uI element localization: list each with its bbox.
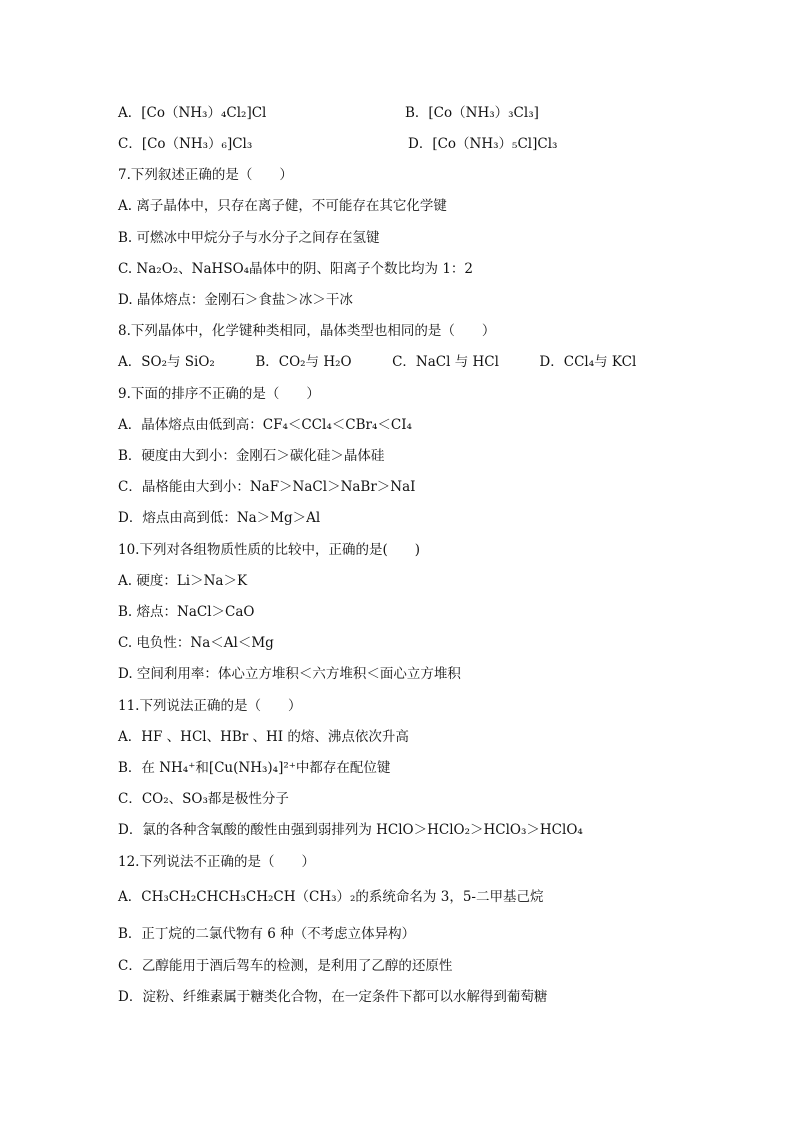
q12-option-b: B．正丁烷的二氯代物有 6 种（不考虑立体异构） [118,926,416,942]
q7-option-b: B. 可燃冰中甲烷分子与水分子之间存在氢键 [118,230,380,246]
q12-option-c: C．乙醇能用于酒后驾车的检测，是利用了乙醇的还原性 [118,958,453,974]
q10-stem: 10.下列对各组物质性质的比较中，正确的是( ) [118,542,421,558]
q11-stem: 11.下列说法正确的是（ ） [118,698,302,714]
q6-option-c: C．[Co（NH₃）₆]Cl₃ [118,136,253,152]
q9-option-b: B．硬度由大到小：金刚石＞碳化硅＞晶体硅 [118,448,385,464]
q7-stem: 7.下列叙述正确的是（ ） [118,167,293,183]
q6-option-a: A．[Co（NH₃）₄Cl₂]Cl [118,105,267,121]
q12-option-a: A．CH₃CH₂CHCH₃CH₂CH（CH₃）₂的系统命名为 3，5-二甲基己烷 [118,889,544,905]
q9-stem: 9.下面的排序不正确的是（ ） [118,386,320,402]
q8-stem: 8.下列晶体中，化学键种类相同，晶体类型也相同的是（ ） [118,323,496,339]
q6-option-b: B．[Co（NH₃）₃Cl₃] [405,105,539,121]
q11-option-b: B．在 NH₄⁺和[Cu(NH₃)₄]²⁺中都存在配位键 [118,760,391,776]
q9-option-c: C．晶格能由大到小：NaF＞NaCl＞NaBr＞NaI [118,479,416,495]
q8-options: A．SO₂与 SiO₂ B．CO₂与 H₂O C．NaCl 与 HCl D．CCl₄与 KCl [118,354,637,370]
q12-option-d: D．淀粉、纤维素属于糖类化合物，在一定条件下都可以水解得到葡萄糖 [118,989,548,1005]
q9-option-a: A．晶体熔点由低到高：CF₄＜CCl₄＜CBr₄＜CI₄ [118,417,412,433]
q7-option-d: D. 晶体熔点：金刚石＞食盐＞冰＞干冰 [118,292,353,308]
q11-option-d: D．氯的各种含氧酸的酸性由强到弱排列为 HClO＞HClO₂＞HClO₃＞HClO₄ [118,822,583,838]
q11-option-a: A．HF 、HCl、HBr 、HI 的熔、沸点依次升高 [118,729,409,745]
q10-option-b: B. 熔点：NaCl＞CaO [118,604,255,620]
q6-option-d: D．[Co（NH₃）₅Cl]Cl₃ [408,136,558,152]
q10-option-c: C. 电负性：Na＜Al＜Mg [118,635,274,651]
q10-option-d: D. 空间利用率：体心立方堆积＜六方堆积＜面心立方堆积 [118,666,461,682]
q7-option-c: C. Na₂O₂、NaHSO₄晶体中的阴、阳离子个数比均为 1：2 [118,261,474,277]
q12-stem: 12.下列说法不正确的是（ ） [118,854,315,870]
q7-option-a: A. 离子晶体中，只存在离子健，不可能存在其它化学键 [118,198,447,214]
q9-option-d: D．熔点由高到低：Na＞Mg＞Al [118,510,321,526]
q11-option-c: C．CO₂、SO₃都是极性分子 [118,791,289,807]
q10-option-a: A. 硬度：Li＞Na＞K [118,573,248,589]
